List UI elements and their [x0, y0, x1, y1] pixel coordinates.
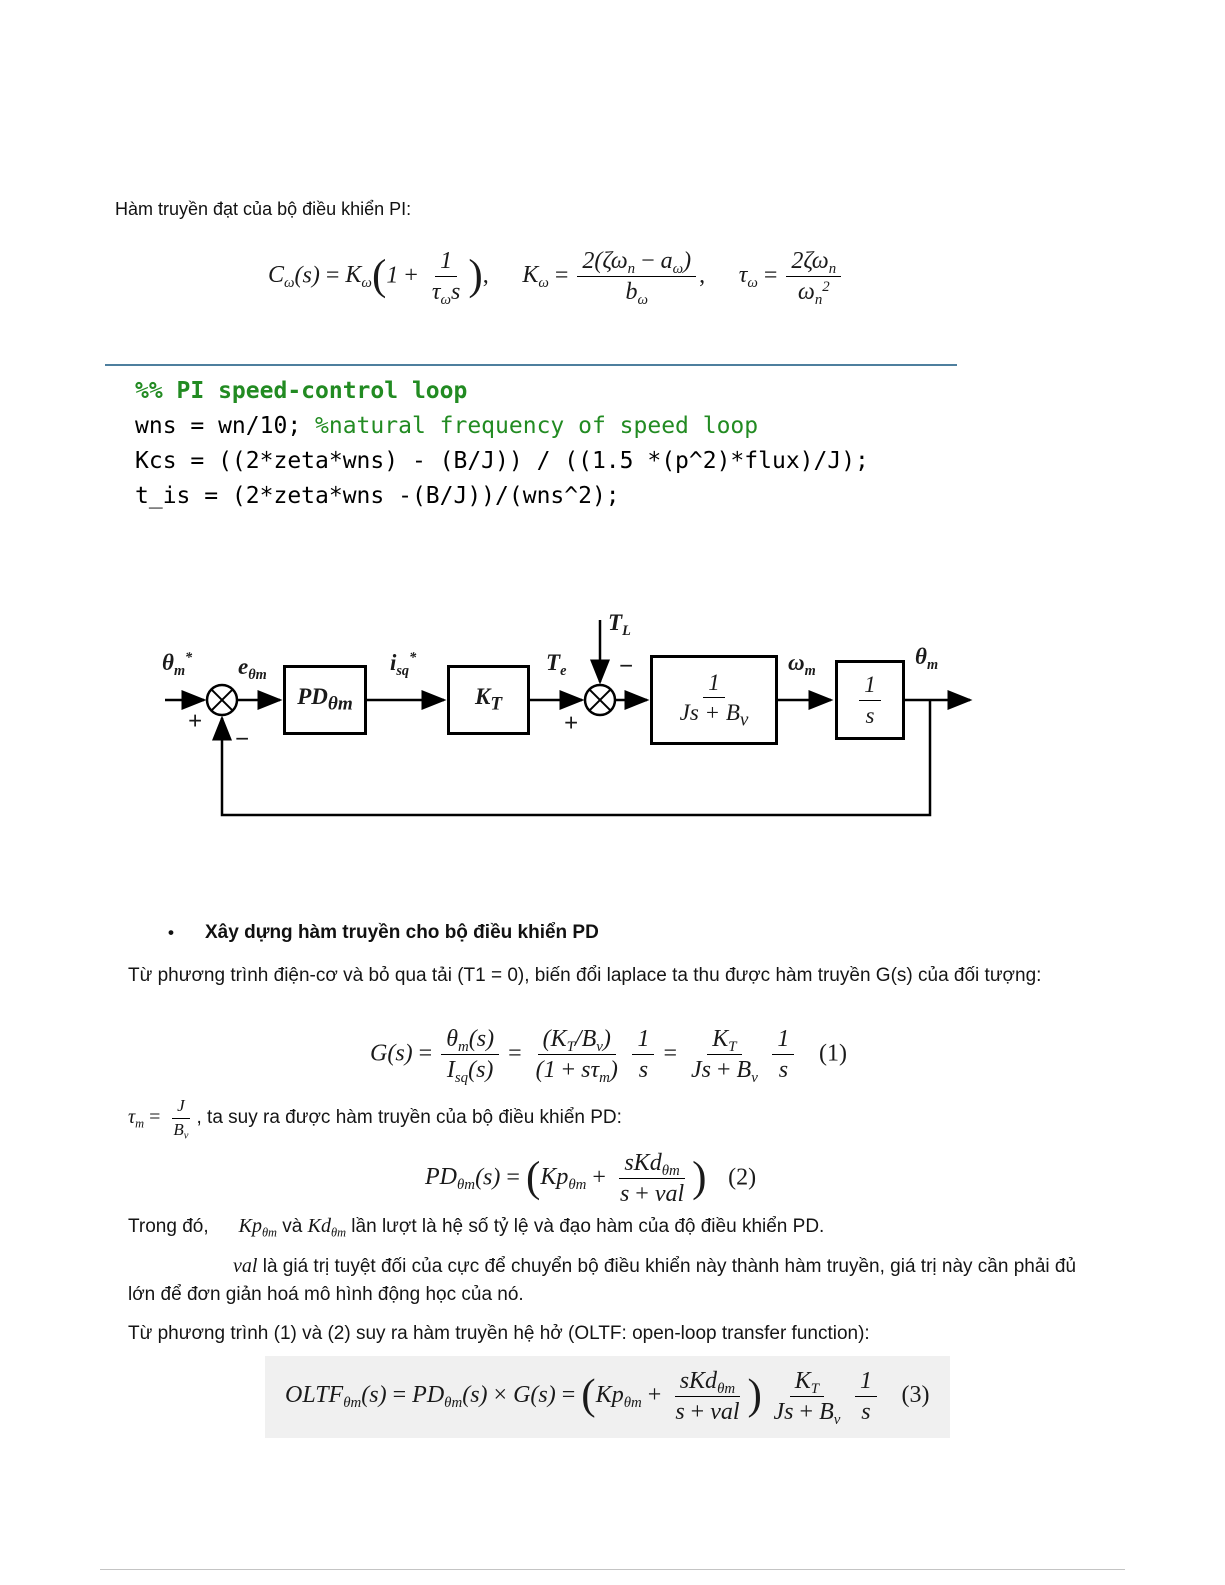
code-text: wns = wn/10;: [135, 413, 316, 439]
sum2-minus-sign: −: [619, 653, 634, 680]
sum1-minus-sign: −: [235, 726, 250, 753]
paragraph-gains: [128, 1212, 1108, 1241]
paragraph-tau: [128, 1096, 1088, 1142]
formula-oltf: $OLTF_{\theta m}(s) = PD_{\theta m}(s) \times G(s) = (Kp_{\theta m}$ + $\frac{sKd_{\theta m}}{\text{s + val}}$ ) $\frac{K_T}{Js + B_v}$ $\frac{1}{s}$ (3): [285, 1368, 930, 1429]
pd-controller-block: $PD_{\theta m}$: [283, 665, 367, 735]
formula-oltf-highlight: [265, 1356, 950, 1438]
bullet-heading: [168, 922, 599, 944]
integrator-block: $\frac{1}{s}$: [835, 660, 905, 740]
torque-constant-block: $K_T$: [447, 665, 530, 735]
code-text: t_is = (2*zeta*wns -(B/J))/(wns^2);: [135, 483, 620, 509]
paragraph-tau-text: , ta suy ra được hàm truyền của bộ điều khiển PD:: [196, 1106, 622, 1128]
code-comment: %% PI speed-control loop: [135, 378, 468, 404]
inline-math-kd: $Kd_{\theta m}$: [307, 1215, 347, 1240]
inline-math-val: val: [233, 1255, 258, 1277]
block-diagram: [158, 608, 978, 843]
sum-junction-2: [585, 685, 615, 715]
sum-junction-1: [207, 685, 237, 715]
paragraph-gains-mid: và: [277, 1216, 308, 1237]
bullet-icon: •: [168, 923, 174, 942]
paragraph-gains-tail: lần lượt là hệ số tỷ lệ và đạo hàm của độ điều khiển PD.: [346, 1216, 825, 1237]
error-signal-label: $e_{\theta m}$: [238, 654, 267, 683]
paragraph-val-text: là giá trị tuyệt đối của cực để chuyển bộ điều khiển này thành hàm truyền, giá trị này cần phải đủ lớn để đơn giản hoá mô hình động học của nó.: [128, 1256, 1077, 1305]
code-line: [135, 479, 957, 514]
code-line: [135, 409, 957, 444]
bullet-heading-text: Xây dựng hàm truyền cho bộ điều khiển PD: [205, 922, 599, 943]
paragraph-val: [128, 1252, 1078, 1309]
paragraph-gains-lead: Trong đó,: [128, 1216, 209, 1237]
paragraph-oltf-intro: Từ phương trình (1) và (2) suy ra hàm truyền hệ hở (OLTF: open-loop transfer function):: [128, 1323, 870, 1344]
isq-signal-label: $i_{sq}^*$: [390, 650, 417, 679]
paragraph-gs-intro: Từ phương trình điện-cơ và bỏ qua tải (T1 = 0), biến đổi laplace ta thu được hàm truyền G(s) của đối tượng:: [128, 965, 1042, 986]
page-bottom-rule: [100, 1569, 1125, 1570]
code-line: [135, 374, 957, 409]
load-torque-label: $T_L$: [608, 610, 631, 639]
code-text: Kcs = ((2*zeta*wns) - (B/J)) / ((1.5 *(p^2)*flux)/J);: [135, 448, 869, 474]
speed-signal-label: $\omega_m$: [788, 650, 816, 679]
torque-signal-label: $T_e$: [546, 650, 567, 679]
plant-block: $\frac{1}{Js + B_v}$: [650, 655, 778, 745]
code-line: [135, 444, 957, 479]
sum2-plus-sign: +: [564, 710, 579, 737]
inline-math-kp: $Kp_{\theta m}$: [238, 1215, 278, 1240]
inline-math-tau: $\tau_m$ = $\frac{J}{B_v}$: [128, 1096, 189, 1142]
sum1-plus-sign: +: [188, 708, 203, 735]
output-signal-label: $\theta_m$: [915, 644, 939, 673]
code-comment: %natural frequency of speed loop: [315, 413, 759, 439]
formula-pi-controller: $C_\omega(s) = K_\omega(1$ + $\frac{1}{\tau_\omega s}$ ), $K_\omega$ = $\frac{2(\zeta\omega_n - a_\omega)}{b_\omega}$ , $\tau_\omega$ = $\frac{2\zeta\omega_n}{\omega_n^2}$: [268, 248, 844, 306]
formula-pd-controller: $PD_{\theta m}(s) = (Kp_{\theta m}$ + $\frac{sKd_{\theta m}}{\text{s + val}}$ ) (2): [425, 1150, 757, 1208]
code-block: [105, 364, 957, 514]
input-signal-label: $\theta_m^*$: [162, 650, 193, 679]
formula-oltf-wrap: [265, 1356, 950, 1438]
page-heading: Hàm truyền đạt của bộ điều khiển PI:: [115, 199, 412, 219]
formula-plant-gs: G(s) = $\frac{\theta_m(s)}{I_{sq}(s)}$ = $\frac{(K_T/B_v)}{(1 + s\tau_m)}$ $\frac{1}{s}$ = $\frac{K_T}{Js + B_v}$ $\frac{1}{s}$ (1): [370, 1026, 847, 1087]
